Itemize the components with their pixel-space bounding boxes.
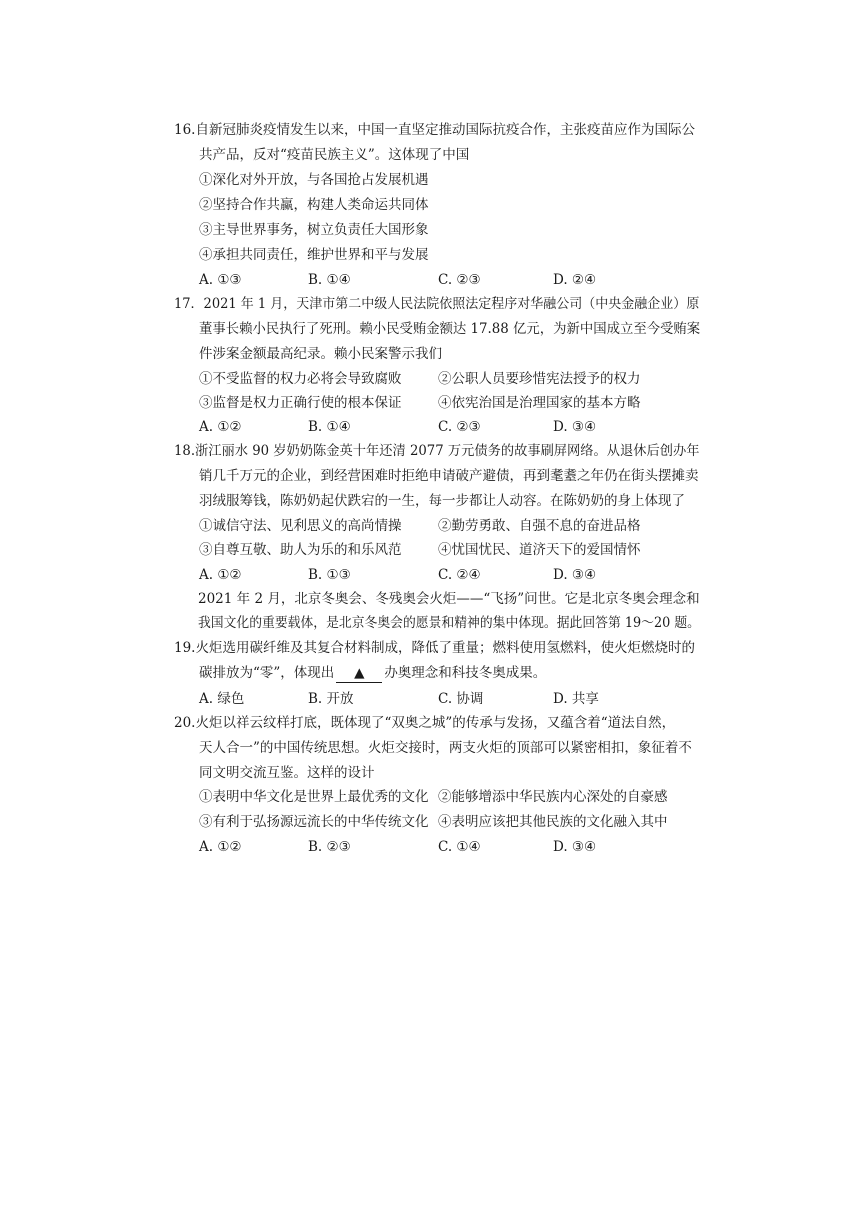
q18-choice-a: A. ①② [199, 567, 242, 583]
q20-statement-1: ①表明中华文化是世界上最优秀的文化 [199, 789, 429, 805]
q20-stem-line-2: 天人合一”的中国传统思想。火炬交接时，两支火炬的顶部可以紧密相扣，象征着不 [199, 740, 692, 756]
q18-choice-d: D. ③④ [553, 567, 597, 583]
passage-line-2: 我国文化的重要载体，是北京冬奥会的愿景和精神的集中体现。据此回答第 19～20 题。 [198, 615, 700, 631]
q20-statement-4: ④表明应该把其他民族的文化融入其中 [438, 814, 668, 830]
q16-choice-b: B. ①④ [308, 272, 351, 288]
q18-statement-4: ④忧国忧民、道济天下的爱国情怀 [438, 542, 641, 558]
q17-statement-1: ①不受监督的权力必将会导致腐败 [199, 371, 402, 387]
q17-choice-d: D. ③④ [553, 419, 597, 435]
q18-statement-2: ②勤劳勇敢、自强不息的奋进品格 [438, 518, 641, 534]
q16-statement-3: ③主导世界事务，树立负责任大国形象 [199, 222, 429, 238]
q18-stem-line-2: 销几千万元的企业，到经营困难时拒绝申请破产避债，再到耄耋之年仍在街头摆摊卖 [199, 468, 699, 484]
q16-statement-2: ②坚持合作共赢，构建人类命运共同体 [199, 197, 429, 213]
q20-choice-a: A. ①② [199, 839, 242, 855]
q19-stem-line-1: 19.火炬选用碳纤维及其复合材料制成，降低了重量；燃料使用氢燃料，使火炬燃烧时的 [174, 640, 695, 656]
q20-stem-line-3: 同文明交流互鉴。这样的设计 [199, 765, 375, 781]
q16-choice-a: A. ①③ [199, 272, 242, 288]
q19-choice-c: C. 协调 [438, 691, 484, 707]
q17-stem-line-3: 件涉案金额最高纪录。赖小民案警示我们 [199, 346, 442, 362]
q16-statement-1: ①深化对外开放，与各国抢占发展机遇 [199, 172, 429, 188]
q16-choice-c: C. ②③ [438, 272, 481, 288]
q17-choice-c: C. ②③ [438, 419, 481, 435]
q17-statement-2: ②公职人员要珍惜宪法授予的权力 [438, 371, 641, 387]
q20-statement-2: ②能够增添中华民族内心深处的自豪感 [438, 789, 668, 805]
q16-stem-line-2: 共产品，反对“疫苗民族主义”。这体现了中国 [199, 147, 470, 163]
q19-stem-line-2 [199, 664, 546, 683]
q17-statement-4: ④依宪治国是治理国家的基本方略 [438, 395, 641, 411]
q16-stem-line-1: 16.自新冠肺炎疫情发生以来，中国一直坚定推动国际抗疫合作，主张疫苗应作为国际公 [174, 122, 695, 138]
q18-choice-b: B. ①③ [308, 567, 351, 583]
q18-stem-line-3: 羽绒服筹钱，陈奶奶起伏跌宕的一生，每一步都让人动容。在陈奶奶的身上体现了 [199, 493, 685, 509]
q19-stem-after-blank: 办奥理念和科技冬奥成果。 [384, 665, 547, 681]
q20-choice-d: D. ③④ [553, 839, 597, 855]
q19-choice-b: B. 开放 [308, 691, 354, 707]
q17-choice-a: A. ①② [199, 419, 242, 435]
q20-choice-c: C. ①④ [438, 839, 481, 855]
q19-stem-before-blank: 碳排放为“零”，体现出 [199, 665, 335, 681]
q19-choice-a: A. 绿色 [199, 691, 245, 707]
q20-stem-line-1: 20.火炬以祥云纹样打底，既体现了“双奥之城”的传承与发扬，又蕴含着“道法自然， [174, 715, 676, 731]
q19-choice-d: D. 共享 [553, 691, 599, 707]
answer-blank [336, 664, 382, 683]
q17-stem-line-2: 董事长赖小民执行了死刑。赖小民受贿金额达 17.88 亿元，为新中国成立至今受贿案 [199, 321, 701, 337]
q20-choice-b: B. ②③ [308, 839, 351, 855]
q17-stem-line-1: 17．2021 年 1 月，天津市第二中级人民法院依照法定程序对华融公司（中央金融企业）原 [174, 296, 700, 312]
q17-statement-3: ③监督是权力正确行使的根本保证 [199, 395, 402, 411]
q20-statement-3: ③有利于弘扬源远流长的中华传统文化 [199, 814, 429, 830]
q18-statement-1: ①诚信守法、见利思义的高尚情操 [199, 518, 402, 534]
passage-line-1: 2021 年 2 月，北京冬奥会、冬残奥会火炬——“飞扬”问世。它是北京冬奥会理念和 [198, 591, 700, 607]
q18-choice-c: C. ②④ [438, 567, 481, 583]
q18-statement-3: ③自尊互敬、助人为乐的和乐风范 [199, 542, 402, 558]
q17-choice-b: B. ①④ [308, 419, 351, 435]
q18-stem-line-1: 18.浙江丽水 90 岁奶奶陈金英十年还清 2077 万元债务的故事刷屏网络。从退休后创办年 [174, 443, 700, 459]
q16-statement-4: ④承担共同责任，维护世界和平与发展 [199, 247, 429, 263]
q16-choice-d: D. ②④ [553, 272, 597, 288]
triangle-marker-icon: ▲ [354, 665, 365, 681]
